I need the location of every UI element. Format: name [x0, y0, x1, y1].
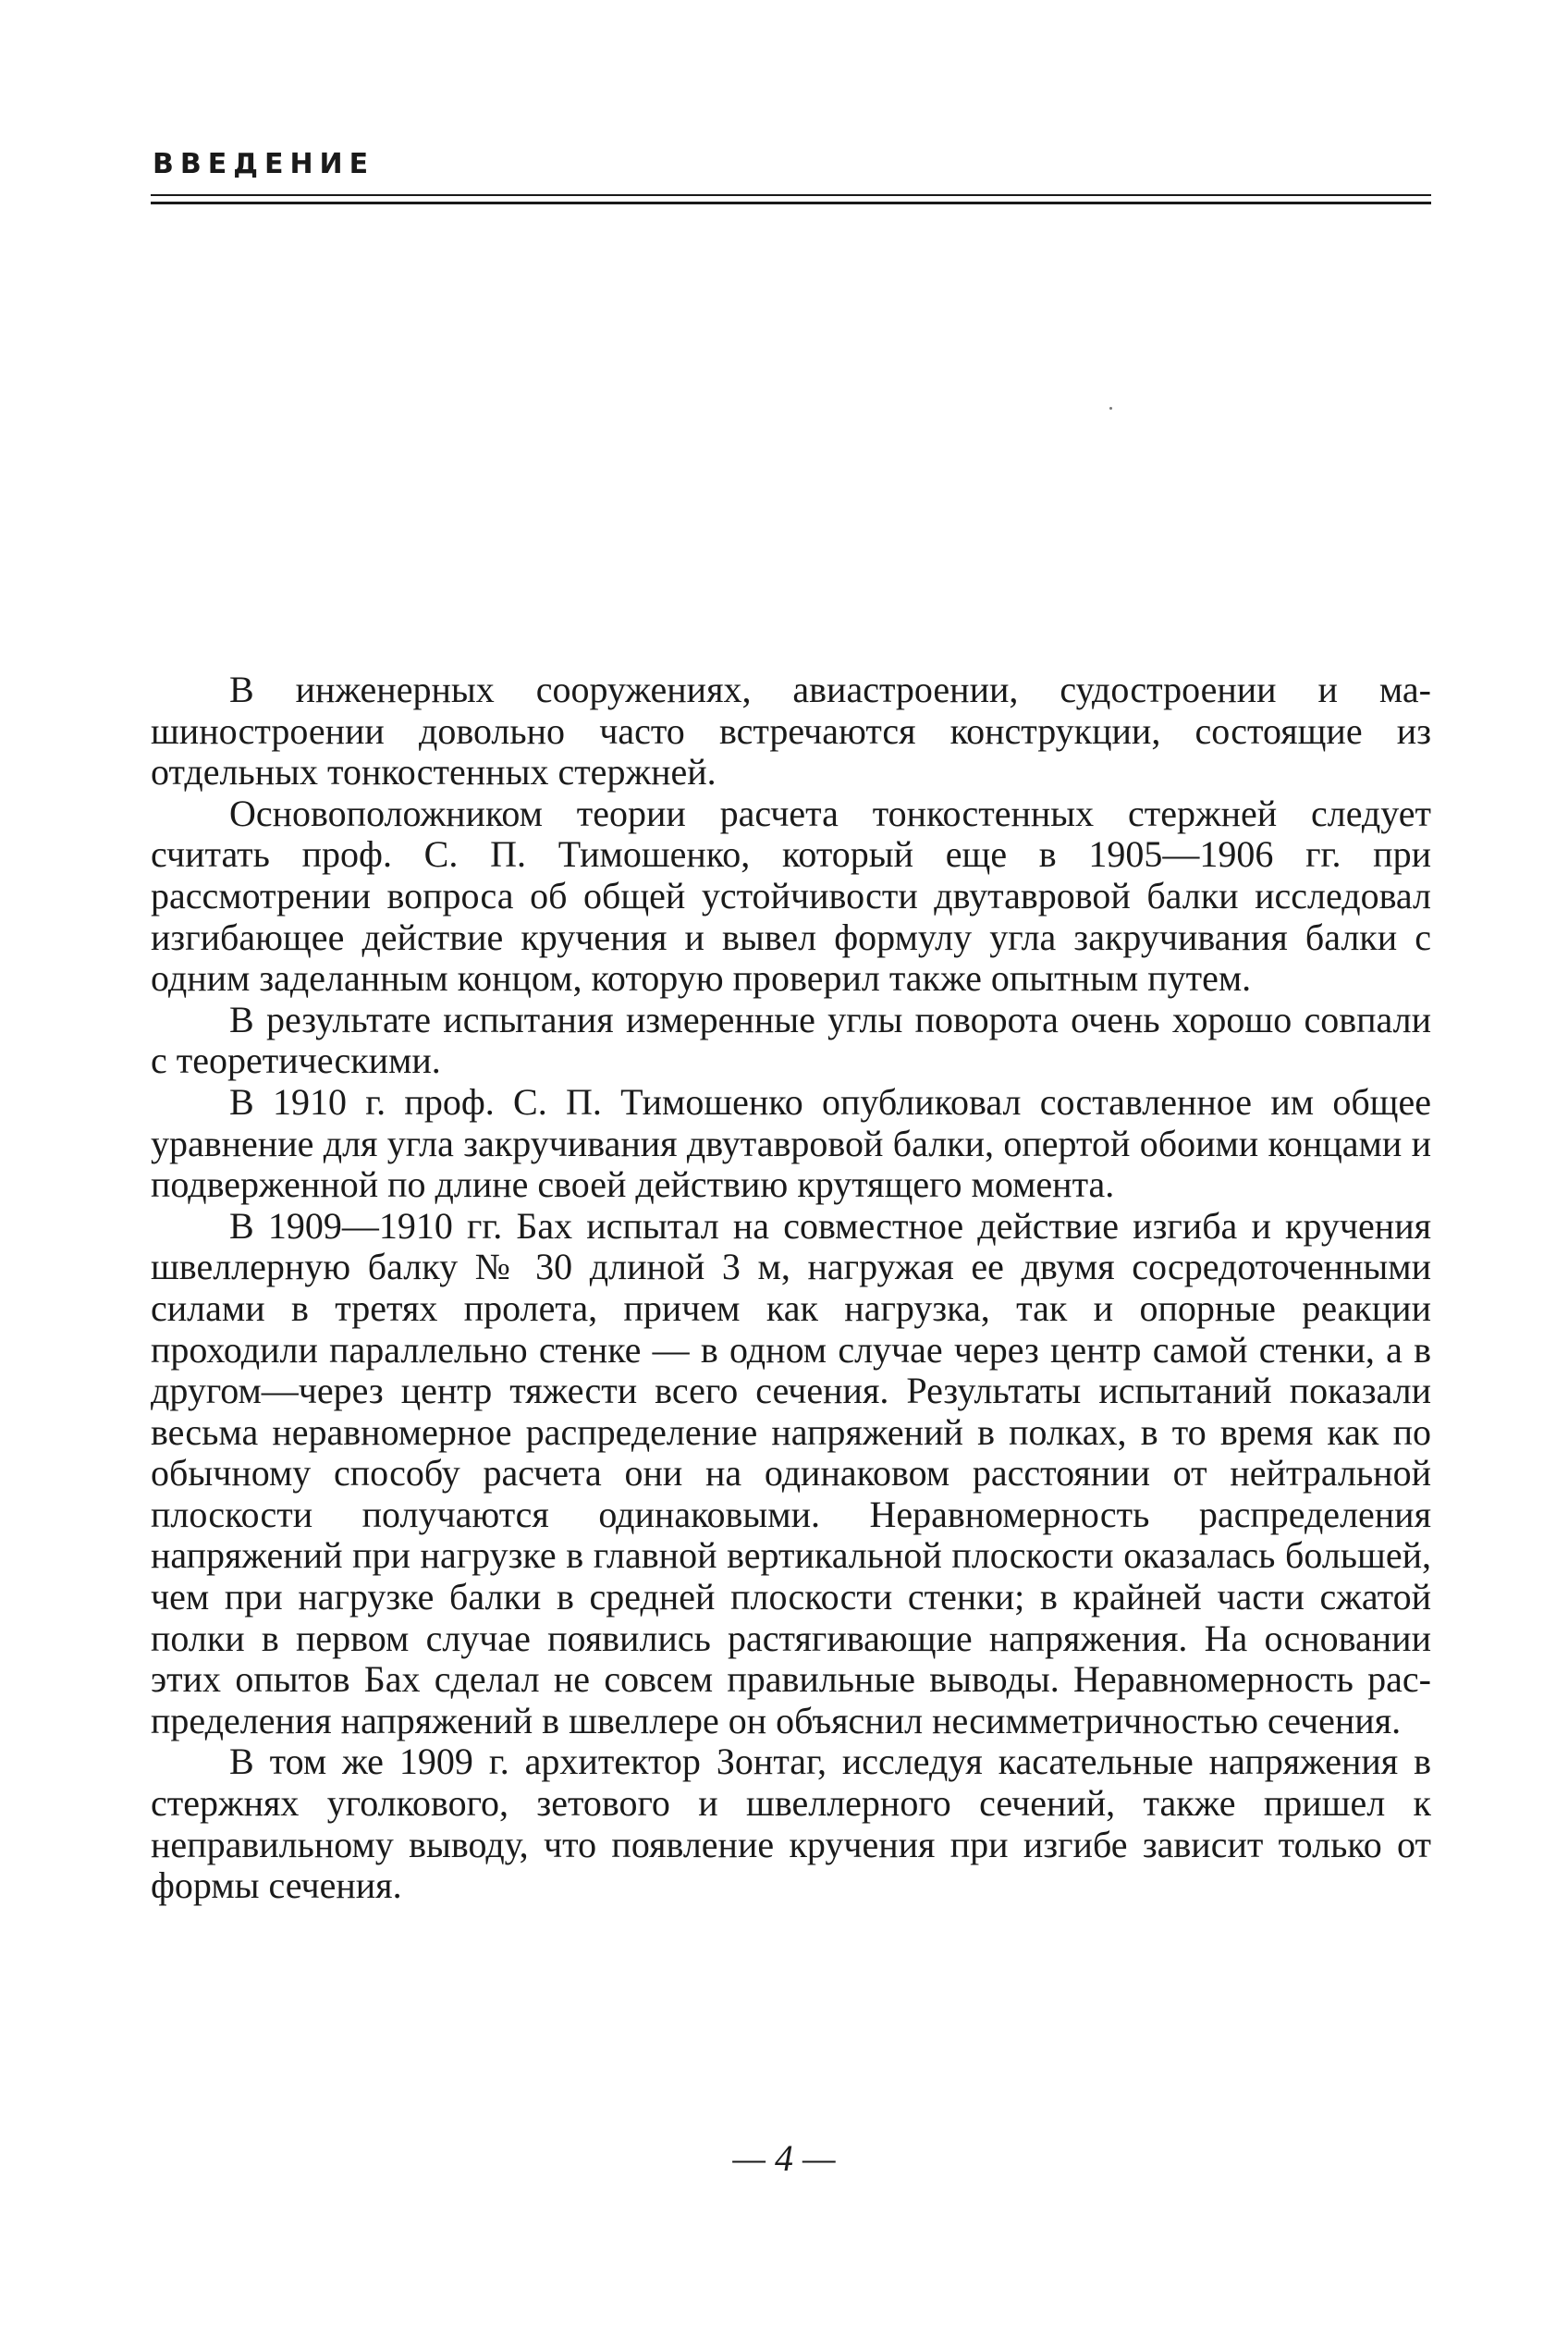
paragraph: Основоположником теории расчета тонкостенных стержней следует считать проф. С. П. Тимошенко, который еще в 1905—1906 гг. при рассмотрении вопроса об общей устойчивости двутавровой балки исследовал изгибающее действие кручения и вывел формулу угла закручивания балки с одним заделанным концом, которую проверил также опытным путем. [151, 792, 1431, 1000]
paragraph: В инженерных сооружениях, авиастроении, судостроении и машиностроении довольно часто встречаются конструкции, состоящие из отдельных тонкостенных стержней. [151, 669, 1431, 793]
paragraph: В 1910 г. проф. С. П. Тимошенко опубликовал составленное им общее уравнение для угла закручивания двутавровой балки, опертой обоими концами и подверженной по длине своей действию крутящего момента. [151, 1080, 1431, 1206]
page-number: — 4 — [732, 2137, 836, 2179]
paragraph: В 1909—1910 гг. Бах испытал на совместное действие изгиба и кручения швеллерную балку № 30 длиной 3 м, нагружая ее двумя сосредоточенными силами в третях пролета, причем как нагрузка, так и опорные реакции проходили параллельно стенке — в одном случае через центр самой стенки, а в другом—через центр тяжести всего сечения. Результаты испытаний показали весьма неравномерное распределение напряжений в полках, в то время как по обычному способу расчета они на одинаковом расстоянии от нейтральной плоскости получаются одинаковыми. Неравномерность распределения напряжений при нагрузке в главной вертикальной плоскости оказалась большей, чем при нагрузке балки в средней плоскости стенки; в крайней части сжатой полки в первом случае появились растягивающие напряжения. На основании этих опытов Бах сделал не совсем правильные выводы. Неравномерность распределения напряжений в швеллере он объяснил несимметричностью сечения. [151, 1204, 1431, 1741]
heading-rule-thin [151, 194, 1431, 196]
paragraph: В результате испытания измеренные углы поворота очень хорошо совпали с теоретическими. [151, 998, 1431, 1082]
heading-rule-thick [151, 202, 1431, 204]
chapter-heading: ВВЕДЕНИЕ [153, 148, 375, 180]
paragraph: В том же 1909 г. архитектор Зонтаг, исследуя касательные напряжения в стержнях уголкового, зетового и швеллерного сечений, также пришел к неправильному выводу, что появление кручения при изгибе зависит только от формы сечения. [151, 1741, 1431, 1907]
print-speck [1109, 407, 1112, 410]
body-text [151, 670, 1431, 1907]
